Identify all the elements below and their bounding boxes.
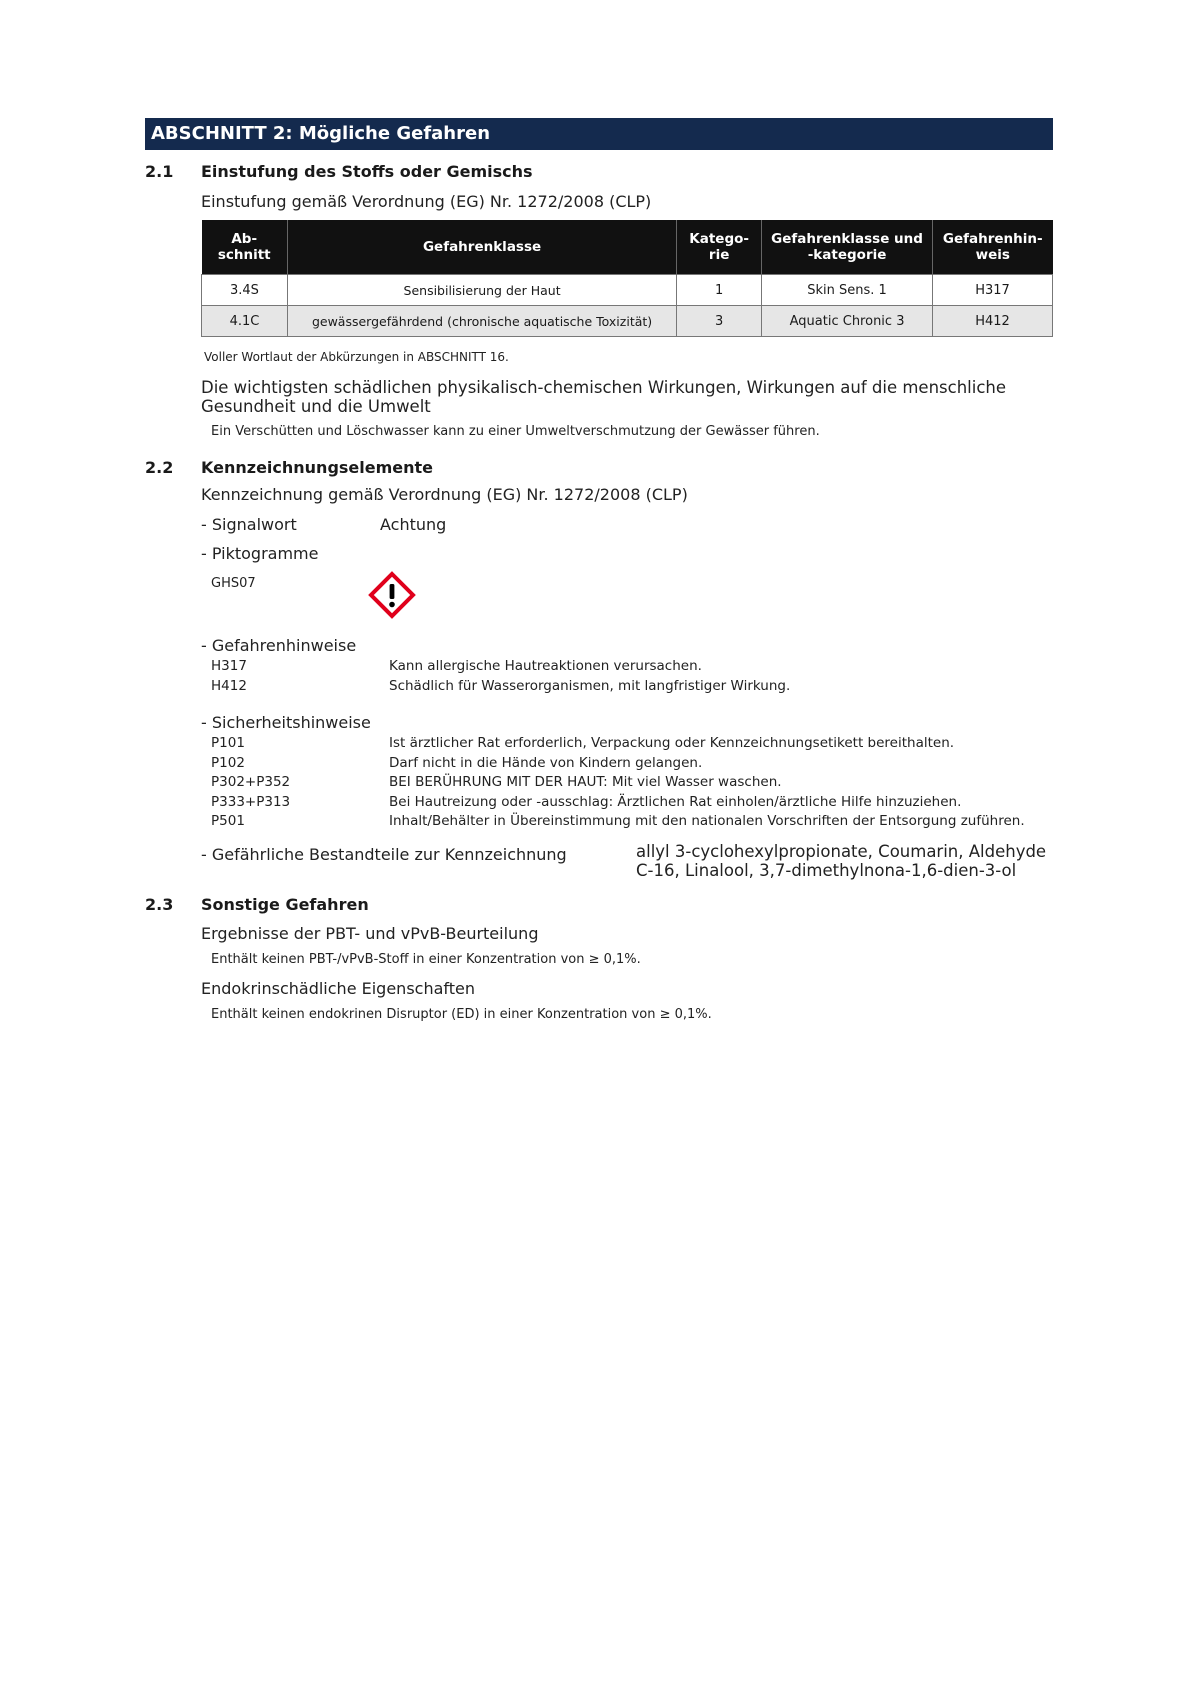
cell-abschnitt: 4.1C [202, 306, 288, 337]
precaution-text: Ist ärztlicher Rat erforderlich, Verpackung oder Kennzeichnungsetikett bereithalten. [389, 735, 955, 751]
pbt-title: Ergebnisse der PBT- und vPvB-Beurteilung [201, 924, 539, 943]
hazard-text: Kann allergische Hautreaktionen verursachen. [389, 658, 702, 674]
precaution-code: P102 [211, 754, 245, 771]
signalword-value: Achtung [380, 515, 447, 534]
endocrine-title: Endokrinschädliche Eigenschaften [201, 979, 475, 998]
precaution-code: P101 [211, 735, 245, 751]
cell-gefahrenhinweis: H412 [932, 306, 1052, 337]
cell-kategorie: 3 [677, 306, 762, 337]
cell-gefahrenhinweis: H317 [932, 275, 1052, 306]
pbt-text: Enthält keinen PBT-/vPvB-Stoff in einer Konzentration von ≥ 0,1%. [211, 952, 641, 967]
precautionary-statements-label: - Sicherheitshinweise [201, 713, 371, 732]
cell-gefahrenklasse: Sensibilisierung der Haut [287, 275, 676, 306]
subsection-title-2-3: Sonstige Gefahren [201, 895, 369, 914]
subsection-number-2-3: 2.3 [145, 895, 174, 914]
table-footnote: Voller Wortlaut der Abkürzungen in ABSCHNITT 16. [204, 350, 509, 364]
hazard-code: H317 [211, 658, 247, 674]
hazardous-components-value: allyl 3-cyclohexylpropionate, Coumarin, Aldehyde C-16, Linalool, 3,7-dimethylnona-1,6-dien-3-ol [636, 842, 1047, 880]
cell-klasse-kategorie: Aquatic Chronic 3 [762, 306, 933, 337]
cell-abschnitt: 3.4S [202, 275, 288, 306]
effects-title: Die wichtigsten schädlichen physikalisch-chemischen Wirkungen, Wirkungen auf die menschliche Gesundheit und die Umwelt [201, 378, 1007, 416]
labelling-lead: Kennzeichnung gemäß Verordnung (EG) Nr. 1272/2008 (CLP) [201, 485, 688, 504]
precaution-code: P302+P352 [211, 774, 291, 790]
header-kategorie: Katego- rie [677, 220, 762, 275]
table-header-row [202, 220, 1053, 275]
subsection-number-2-2: 2.2 [145, 458, 174, 477]
cell-kategorie: 1 [677, 275, 762, 306]
table-row [202, 275, 1053, 306]
classification-lead: Einstufung gemäß Verordnung (EG) Nr. 1272/2008 (CLP) [201, 192, 652, 211]
signalword-label: - Signalwort [201, 515, 297, 534]
hazard-statements-label: - Gefahrenhinweise [201, 636, 357, 655]
hazard-text: Schädlich für Wasserorganismen, mit langfristiger Wirkung. [389, 677, 791, 694]
precaution-text: BEI BERÜHRUNG MIT DER HAUT: Mit viel Wasser waschen. [389, 774, 782, 790]
cell-klasse-kategorie: Skin Sens. 1 [762, 275, 933, 306]
header-abschnitt: Ab- schnitt [202, 220, 288, 275]
hazardous-components-label: - Gefährliche Bestandteile zur Kennzeichnung [201, 845, 567, 864]
hazard-code: H412 [211, 677, 247, 694]
subsection-number-2-1: 2.1 [145, 162, 174, 181]
header-gefahrenhinweis: Gefahrenhin- weis [932, 220, 1052, 275]
precaution-code: P501 [211, 813, 245, 829]
precaution-text: Darf nicht in die Hände von Kindern gelangen. [389, 754, 703, 771]
precaution-code: P333+P313 [211, 793, 291, 810]
pictogram-label: - Piktogramme [201, 544, 319, 563]
table-row [202, 306, 1053, 337]
cell-gefahrenklasse: gewässergefährdend (chronische aquatische Toxizität) [287, 306, 676, 337]
subsection-title-2-1: Einstufung des Stoffs oder Gemischs [201, 162, 533, 181]
subsection-title-2-2: Kennzeichnungselemente [201, 458, 434, 477]
pictogram-code: GHS07 [211, 576, 256, 591]
classification-table [201, 220, 1053, 337]
effects-text: Ein Verschütten und Löschwasser kann zu einer Umweltverschmutzung der Gewässer führen. [211, 424, 820, 439]
endocrine-text: Enthält keinen endokrinen Disruptor (ED) in einer Konzentration von ≥ 0,1%. [211, 1007, 712, 1022]
header-klasse-kategorie: Gefahrenklasse und -kategorie [762, 220, 933, 275]
header-gefahrenklasse: Gefahrenklasse [287, 220, 676, 275]
precaution-text: Bei Hautreizung oder -ausschlag: Ärztlichen Rat einholen/ärztliche Hilfe hinzuziehen. [389, 793, 962, 810]
precaution-text: Inhalt/Behälter in Übereinstimmung mit den nationalen Vorschriften der Entsorgung zuführen. [389, 813, 1025, 829]
ghs07-exclamation-icon [368, 571, 416, 619]
section-header: ABSCHNITT 2: Mögliche Gefahren [145, 118, 1053, 150]
